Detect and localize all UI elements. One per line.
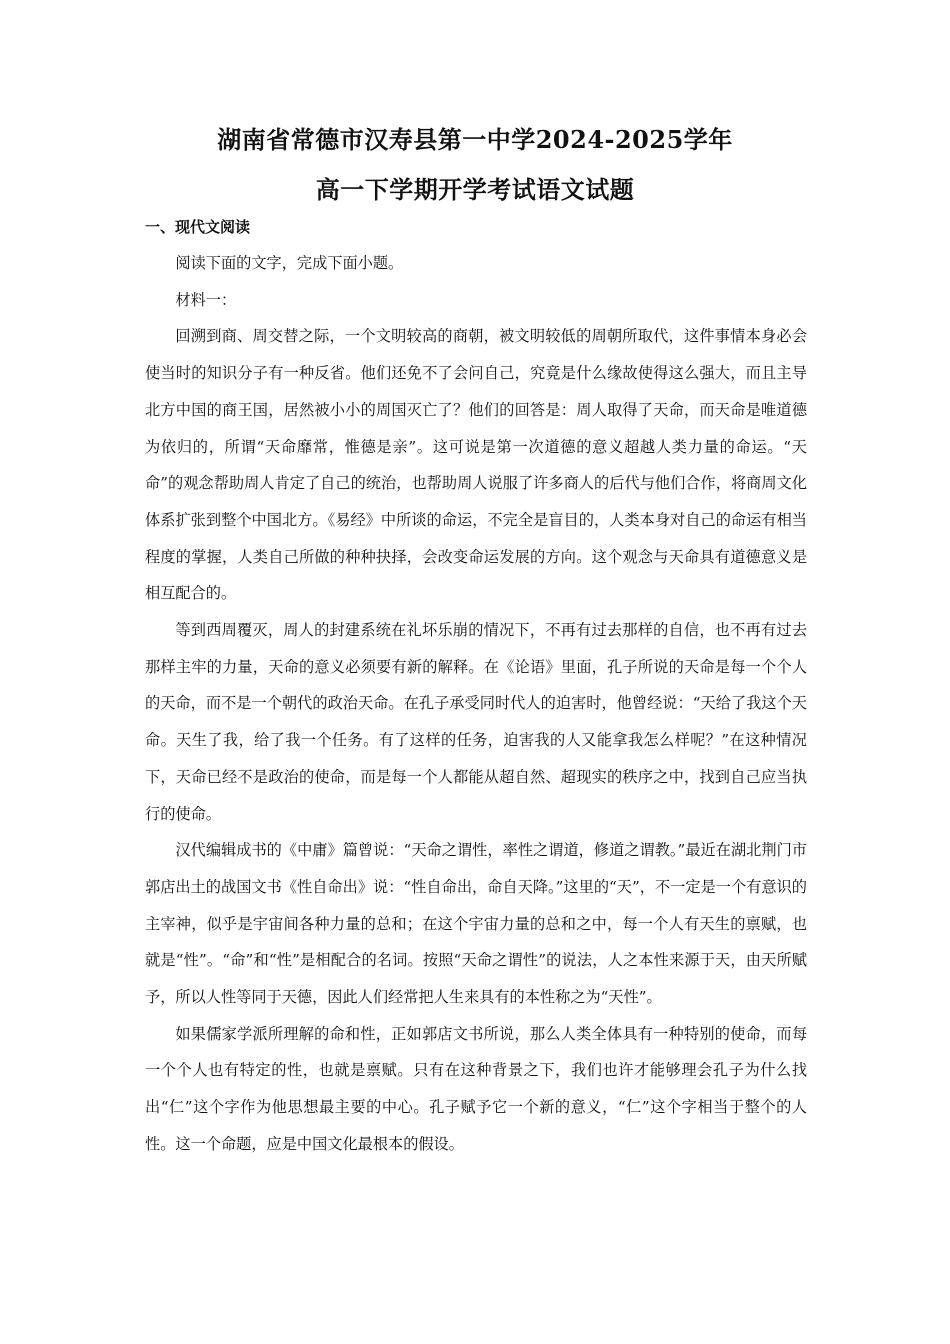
body-paragraph: 汉代编辑成书的《中庸》篇曾说：“天命之谓性，率性之谓道，修道之谓教。”最近在湖北荆门市郭店出土的战国文书《性自命出》说：“性自命出，命自天降。”这里的“天”，不一定是一个有意识的主宰神，似乎是宇宙间各种力量的总和；在这个宇宙力量的总和之中，每一个人有天生的禀赋，也就是“性”。“命”和“性”是相配合的名词。按照“天命之谓性”的说法，人之本性来源于天，由天所赋予，所以人性等同于天德，因此人们经常把人生来具有的本性称之为“天性”。 xyxy=(145,841,807,1007)
document-body xyxy=(145,245,807,1163)
document-title-line-2: 高一下学期开学考试语文试题 xyxy=(315,175,635,204)
body-paragraph: 如果儒家学派所理解的命和性，正如郭店文书所说，那么人类全体具有一种特别的使命，而每一个个人也有特定的性，也就是禀赋。只有在这种背景之下，我们也许才能够理会孔子为什么找出“仁”这个字作为他思想最主要的中心。孔子赋予它一个新的意义，“仁”这个字相当于整个的人性。这一个命题，应是中国文化最根本的假设。 xyxy=(145,1024,807,1153)
document-title-line-1: 湖南省常德市汉寿县第一中学2024-2025学年 xyxy=(217,125,733,154)
material-label: 材料一： xyxy=(175,290,237,309)
body-paragraph: 等到西周覆灭，周人的封建系统在礼坏乐崩的情况下，不再有过去那样的自信，也不再有过去那样主牢的力量，天命的意义必须要有新的解释。在《论语》里面，孔子所说的天命是每一个个人的天命，而不是一个朝代的政治天命。在孔子承受同时代人的迫害时，他曾经说：“天给了我这个天命。天生了我，给了我一个任务。有了这样的任务，迫害我的人又能拿我怎么样呢？”在这种情况下，天命已经不是政治的使命，而是每一个人都能从超自然、超现实的秩序之中，找到自己应当执行的使命。 xyxy=(145,621,807,823)
section-heading: 一、现代文阅读 xyxy=(145,218,251,236)
body-paragraph: 回溯到商、周交替之际，一个文明较高的商朝，被文明较低的周朝所取代，这件事情本身必会使当时的知识分子有一种反省。他们还免不了会问自己，究竟是什么缘故使得这么强大，而且主导北方中国的商王国，居然被小小的周国灭亡了？他们的回答是：周人取得了天命，而天命是唯道德为依归的，所谓“天命靡常，惟德是亲”。这可说是第一次道德的意义超越人类力量的命运。“天命”的观念帮助周人肯定了自己的统治，也帮助周人说服了许多商人的后代与他们合作，将商周文化体系扩张到整个中国北方。《易经》中所谈的命运，不完全是盲目的，人类本身对自己的命运有相当程度的掌握，人类自己所做的种种抉择，会改变命运发展的方向。这个观念与天命具有道德意义是相互配合的。 xyxy=(145,327,807,603)
reading-instruction: 阅读下面的文字，完成下面小题。 xyxy=(175,254,404,272)
